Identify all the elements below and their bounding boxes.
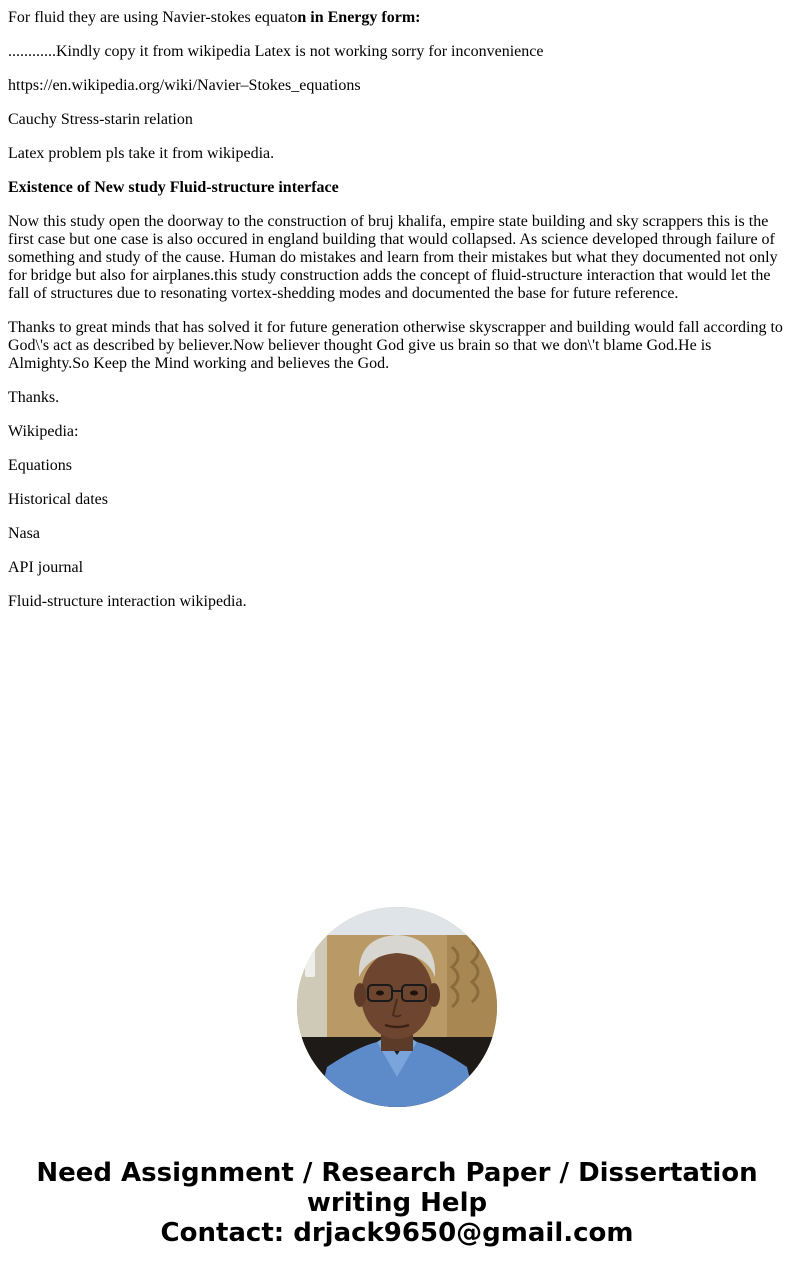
promo-line-2: writing Help <box>306 1188 488 1218</box>
latex-problem-line: Latex problem pls take it from wikipedia. <box>8 145 275 162</box>
promo-banner <box>0 1158 794 1248</box>
article-body <box>8 9 786 627</box>
intro-line-bold: n in Energy form: <box>297 9 421 26</box>
reference-item: Historical dates <box>8 491 108 508</box>
reference-item: Wikipedia: <box>8 423 79 440</box>
author-avatar <box>297 907 497 1107</box>
promo-line-1: Need Assignment / Research Paper / Dissertation <box>36 1158 758 1188</box>
latex-note: ............Kindly copy it from wikipedia Latex is not working sorry for inconvenience <box>8 43 544 60</box>
section-heading: Existence of New study Fluid-structure interface <box>8 179 339 196</box>
stress-strain-line: Cauchy Stress-starin relation <box>8 111 193 128</box>
promo-contact: Contact: drjack9650@gmail.com <box>160 1218 634 1248</box>
author-portrait-image <box>297 907 497 1107</box>
paragraph-1: Now this study open the doorway to the construction of bruj khalifa, empire state building and sky scrappers this is the first case but one case is also occured in england building that would collapsed. As science developed through failure of something and study of the cause. Human do mistakes and learn from their mistakes but what they documented not only for bridge but also for airplanes.this study construction adds the concept of fluid-structure interaction that would let the fall of structures due to resonating vortex-shedding modes and documented the base for future reference. <box>8 213 778 302</box>
intro-line-normal: For fluid they are using Navier-stokes equato <box>8 9 298 26</box>
reference-item: API journal <box>8 559 84 576</box>
reference-item: Equations <box>8 457 72 474</box>
intro-line <box>8 9 786 27</box>
reference-item: Fluid-structure interaction wikipedia. <box>8 593 247 610</box>
paragraph-2: Thanks to great minds that has solved it for future generation otherwise skyscrapper and building would fall according to God\'s act as described by believer.Now believer thought God give us brain so that we don\'t blame God.He is Almighty.So Keep the Mind working and believes the God. <box>8 319 783 372</box>
thanks-line: Thanks. <box>8 389 60 406</box>
wikipedia-url: https://en.wikipedia.org/wiki/Navier–Stokes_equations <box>8 77 361 94</box>
reference-item: Nasa <box>8 525 40 542</box>
